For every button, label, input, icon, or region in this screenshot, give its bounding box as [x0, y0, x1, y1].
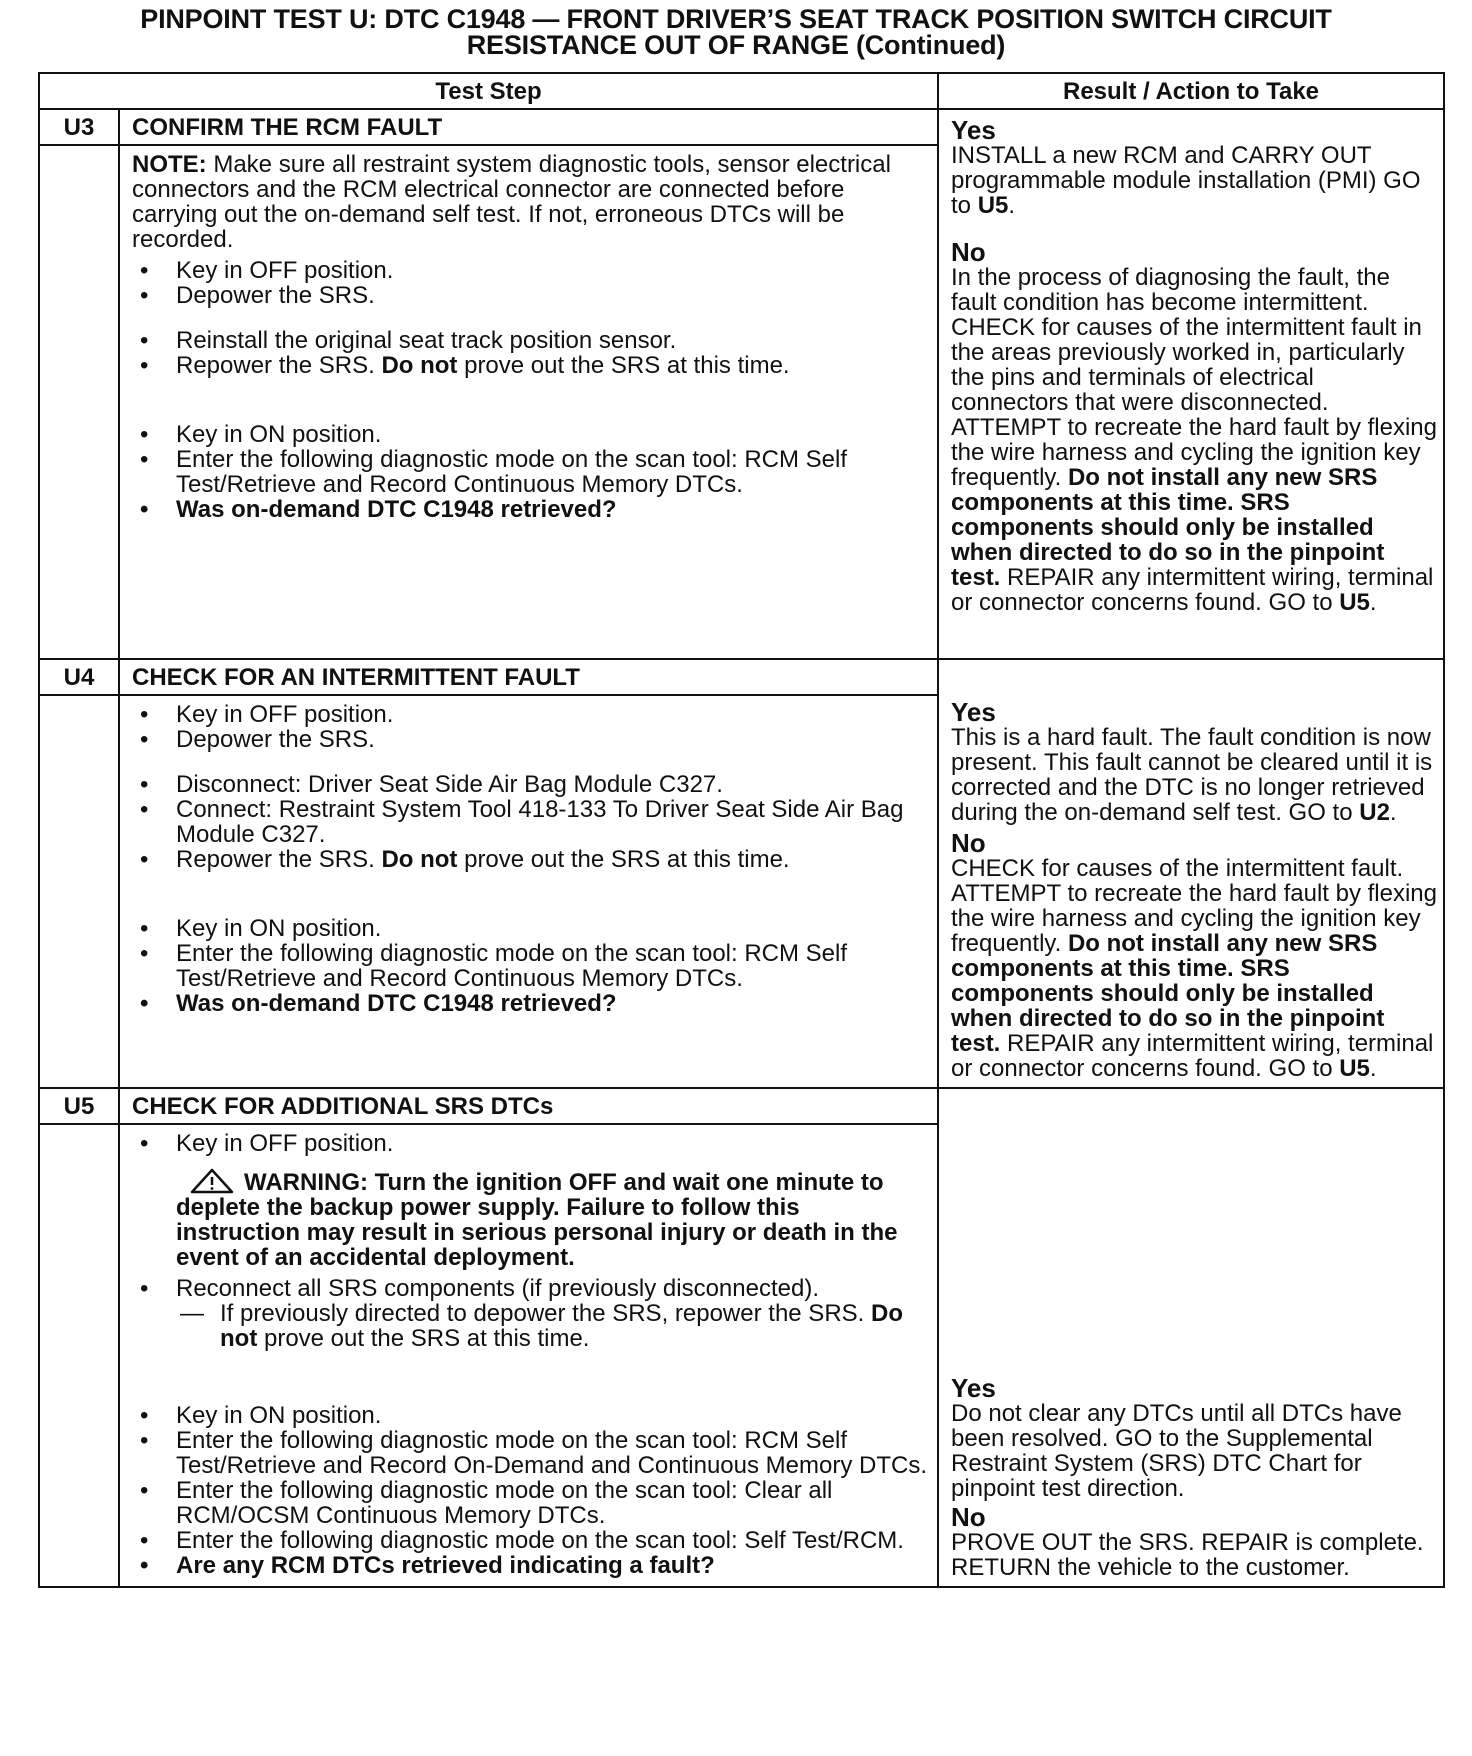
list-item: • Disconnect: Driver Seat Side Air Bag Module C327.: [132, 772, 927, 797]
warning-box: [176, 1168, 927, 1270]
yes-label-u4: Yes: [951, 697, 996, 727]
list-item: • Key in OFF position.: [132, 258, 927, 283]
page-title: [0, 6, 1472, 58]
yes-action-u4: This is a hard fault. The fault condition is now present. This fault cannot be cleared until it is corrected and the DTC is no longer retrieved during the on-demand self test. GO to U2.: [951, 724, 1433, 826]
step-title-u5: CHECK FOR ADDITIONAL SRS DTCs: [119, 1088, 938, 1124]
step-body-u3: [119, 145, 938, 659]
list-item: • Enter the following diagnostic mode on the scan tool: RCM Self Test/Retrieve and Record Continuous Memory DTCs.: [132, 447, 927, 497]
step-list-u5-b: [126, 1276, 927, 1301]
list-item: • Repower the SRS. Do not prove out the SRS at this time.: [132, 847, 927, 872]
step-id-u3: U3: [39, 109, 119, 145]
warning-text: WARNING: Turn the ignition OFF and wait one minute to deplete the backup power supply. Failure to follow this instruction may result in serious personal injury or death in the event of an accidental deployment.: [176, 1169, 898, 1271]
list-item: • Depower the SRS.: [132, 727, 927, 752]
step-row-u4-title: [39, 659, 1444, 695]
step-id-u4: U4: [39, 659, 119, 695]
step-body-u4: [119, 695, 938, 1088]
list-item: • Key in ON position.: [132, 916, 927, 941]
title-line-2: RESISTANCE OUT OF RANGE (Continued): [466, 30, 1006, 60]
no-label-u3: No: [951, 237, 986, 267]
result-cell-u4: [938, 659, 1444, 1088]
list-item: • Key in ON position.: [132, 1403, 927, 1428]
title-line-1: PINPOINT TEST U: DTC C1948 — FRONT DRIVER’S SEAT TRACK POSITION SWITCH CIRCUIT: [140, 4, 1332, 34]
step-list-u5: [126, 1131, 927, 1156]
step-row-u5-title: [39, 1088, 1444, 1124]
list-item: • Enter the following diagnostic mode on the scan tool: Self Test/RCM.: [132, 1528, 927, 1553]
list-item: • Was on-demand DTC C1948 retrieved?: [132, 991, 927, 1016]
yes-label-u3: Yes: [951, 115, 996, 145]
list-item: • Key in OFF position.: [132, 702, 927, 727]
step-list-u3: [126, 258, 927, 522]
no-label-u4: No: [951, 828, 986, 858]
step-list-u5-c: [126, 1403, 927, 1578]
list-item: • Connect: Restraint System Tool 418-133 To Driver Seat Side Air Bag Module C327.: [132, 797, 927, 847]
no-action-u5: PROVE OUT the SRS. REPAIR is complete. RETURN the vehicle to the customer.: [951, 1529, 1424, 1581]
table-header-row: [39, 73, 1444, 109]
warning-triangle-icon: [190, 1168, 234, 1194]
no-action-u4: CHECK for causes of the intermittent fault. ATTEMPT to recreate the hard fault by flexing the wire harness and cycling the ignition key frequently. Do not install any new SRS components at this time. SRS components should only be installed when directed to do so in the pinpoint test. REPAIR any intermittent wiring, terminal or connector concerns found. GO to U5.: [951, 855, 1437, 1082]
result-cell-u5: [938, 1088, 1444, 1587]
step-list-u4: [126, 702, 927, 1016]
note-u3: NOTE: Make sure all restraint system diagnostic tools, sensor electrical connectors and the RCM electrical connector are connected before carrying out the on-demand self test. If not, erroneous DTCs will be recorded.: [132, 151, 891, 253]
list-item: • Depower the SRS.: [132, 283, 927, 308]
yes-action-u5: Do not clear any DTCs until all DTCs have been resolved. GO to the Supplemental Restraint System (SRS) DTC Chart for pinpoint test direction.: [951, 1400, 1402, 1502]
list-item: • Enter the following diagnostic mode on the scan tool: RCM Self Test/Retrieve and Record On-Demand and Continuous Memory DTCs.: [132, 1428, 927, 1478]
result-cell-u3: [938, 109, 1444, 659]
no-action-u3: In the process of diagnosing the fault, the fault condition has become intermittent. CHECK for causes of the intermittent fault in the areas previously worked in, particularly the pins and terminals of electrical connectors that were disconnected. ATTEMPT to recreate the hard fault by flexing the wire harness and cycling the ignition key frequently. Do not install any new SRS components at this time. SRS components should only be installed when directed to do so in the pinpoint test. REPAIR any intermittent wiring, terminal or connector concerns found. GO to U5.: [951, 264, 1437, 616]
yes-action-u3: INSTALL a new RCM and CARRY OUT programmable module installation (PMI) GO to U5.: [951, 142, 1421, 219]
step-title-u3: CONFIRM THE RCM FAULT: [119, 109, 938, 145]
step-title-u4: CHECK FOR AN INTERMITTENT FAULT: [119, 659, 938, 695]
list-item: • Repower the SRS. Do not prove out the SRS at this time.: [132, 353, 927, 378]
list-item: • Key in ON position.: [132, 422, 927, 447]
pinpoint-test-table: [38, 72, 1445, 1588]
header-result-action: Result / Action to Take: [938, 73, 1444, 109]
list-item: • Reinstall the original seat track position sensor.: [132, 328, 927, 353]
step-id-u5: U5: [39, 1088, 119, 1124]
sub-item: — If previously directed to depower the SRS, repower the SRS. Do not prove out the SRS at this time.: [170, 1301, 927, 1351]
list-item: • Enter the following diagnostic mode on the scan tool: Clear all RCM/OCSM Continuous Memory DTCs.: [132, 1478, 927, 1528]
no-label-u5: No: [951, 1502, 986, 1532]
step-row-u3-title: [39, 109, 1444, 145]
list-item: • Reconnect all SRS components (if previously disconnected).: [132, 1276, 927, 1301]
step-body-u5: [119, 1124, 938, 1587]
list-item: • Are any RCM DTCs retrieved indicating a fault?: [132, 1553, 927, 1578]
yes-label-u5: Yes: [951, 1373, 996, 1403]
list-item: • Key in OFF position.: [132, 1131, 927, 1156]
list-item: • Enter the following diagnostic mode on the scan tool: RCM Self Test/Retrieve and Record Continuous Memory DTCs.: [132, 941, 927, 991]
header-test-step: Test Step: [39, 73, 938, 109]
list-item: • Was on-demand DTC C1948 retrieved?: [132, 497, 927, 522]
